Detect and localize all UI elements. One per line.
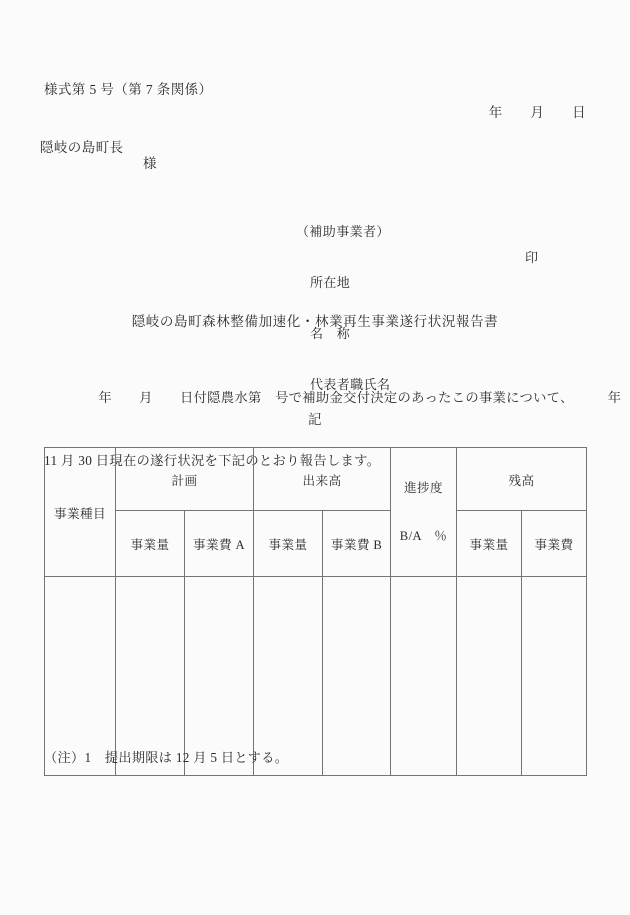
body-line-2: 11 月 30 日現在の遂行状況を下記のとおり報告します。	[44, 453, 381, 468]
table-header-row-sub	[45, 511, 587, 577]
form-number: 様式第 5 号（第 7 条関係）	[44, 82, 213, 97]
cell-actual-cost[interactable]	[323, 577, 391, 776]
header-group-plan: 計画	[116, 448, 254, 511]
report-table	[44, 447, 587, 776]
cell-balance-quantity[interactable]	[457, 577, 522, 776]
header-group-balance: 残高	[457, 448, 587, 511]
ki-marker: 記	[308, 412, 322, 427]
header-actual-quantity: 事業量	[254, 511, 323, 577]
header-progress-line1: 進捗度	[404, 481, 443, 495]
date-line: 年 月 日	[488, 105, 586, 120]
body-line-1: 年 月 日付隠農水第 号で補助金交付決定のあったこの事業について、 年	[44, 390, 622, 405]
header-progress	[391, 448, 457, 577]
header-plan-cost: 事業費 A	[185, 511, 254, 577]
header-plan-quantity: 事業量	[116, 511, 185, 577]
applicant-name-label: 名 称	[310, 326, 351, 341]
cell-item[interactable]	[45, 577, 116, 776]
cell-actual-quantity[interactable]	[254, 577, 323, 776]
applicant-address-label: 所在地	[310, 275, 351, 290]
applicant-representative-label: 代表者職氏名	[310, 377, 391, 392]
addressee-honorific: 様	[143, 156, 157, 171]
table-row	[45, 577, 587, 776]
cell-plan-quantity[interactable]	[116, 577, 185, 776]
table-body	[45, 577, 587, 776]
addressee-recipient: 隠岐の島町長	[40, 140, 124, 155]
footnote: （注）1 提出期限は 12 月 5 日とする。	[44, 750, 289, 765]
header-group-actual: 出来高	[254, 448, 391, 511]
applicant-heading: （補助事業者）	[296, 224, 390, 239]
header-item: 事業種目	[45, 448, 116, 577]
header-actual-cost: 事業費 B	[323, 511, 391, 577]
table-header-row-groups	[45, 448, 587, 511]
header-balance-cost: 事業費	[522, 511, 587, 577]
page-title: 隠岐の島町森林整備加速化・林業再生事業遂行状況報告書	[131, 314, 499, 329]
seal-label: 印	[525, 250, 539, 265]
header-balance-quantity: 事業量	[457, 511, 522, 577]
cell-balance-cost[interactable]	[522, 577, 587, 776]
cell-progress[interactable]	[391, 577, 457, 776]
report-table-wrapper	[44, 447, 586, 776]
cell-plan-cost[interactable]	[185, 577, 254, 776]
header-progress-line2: B/A ％	[399, 529, 448, 543]
